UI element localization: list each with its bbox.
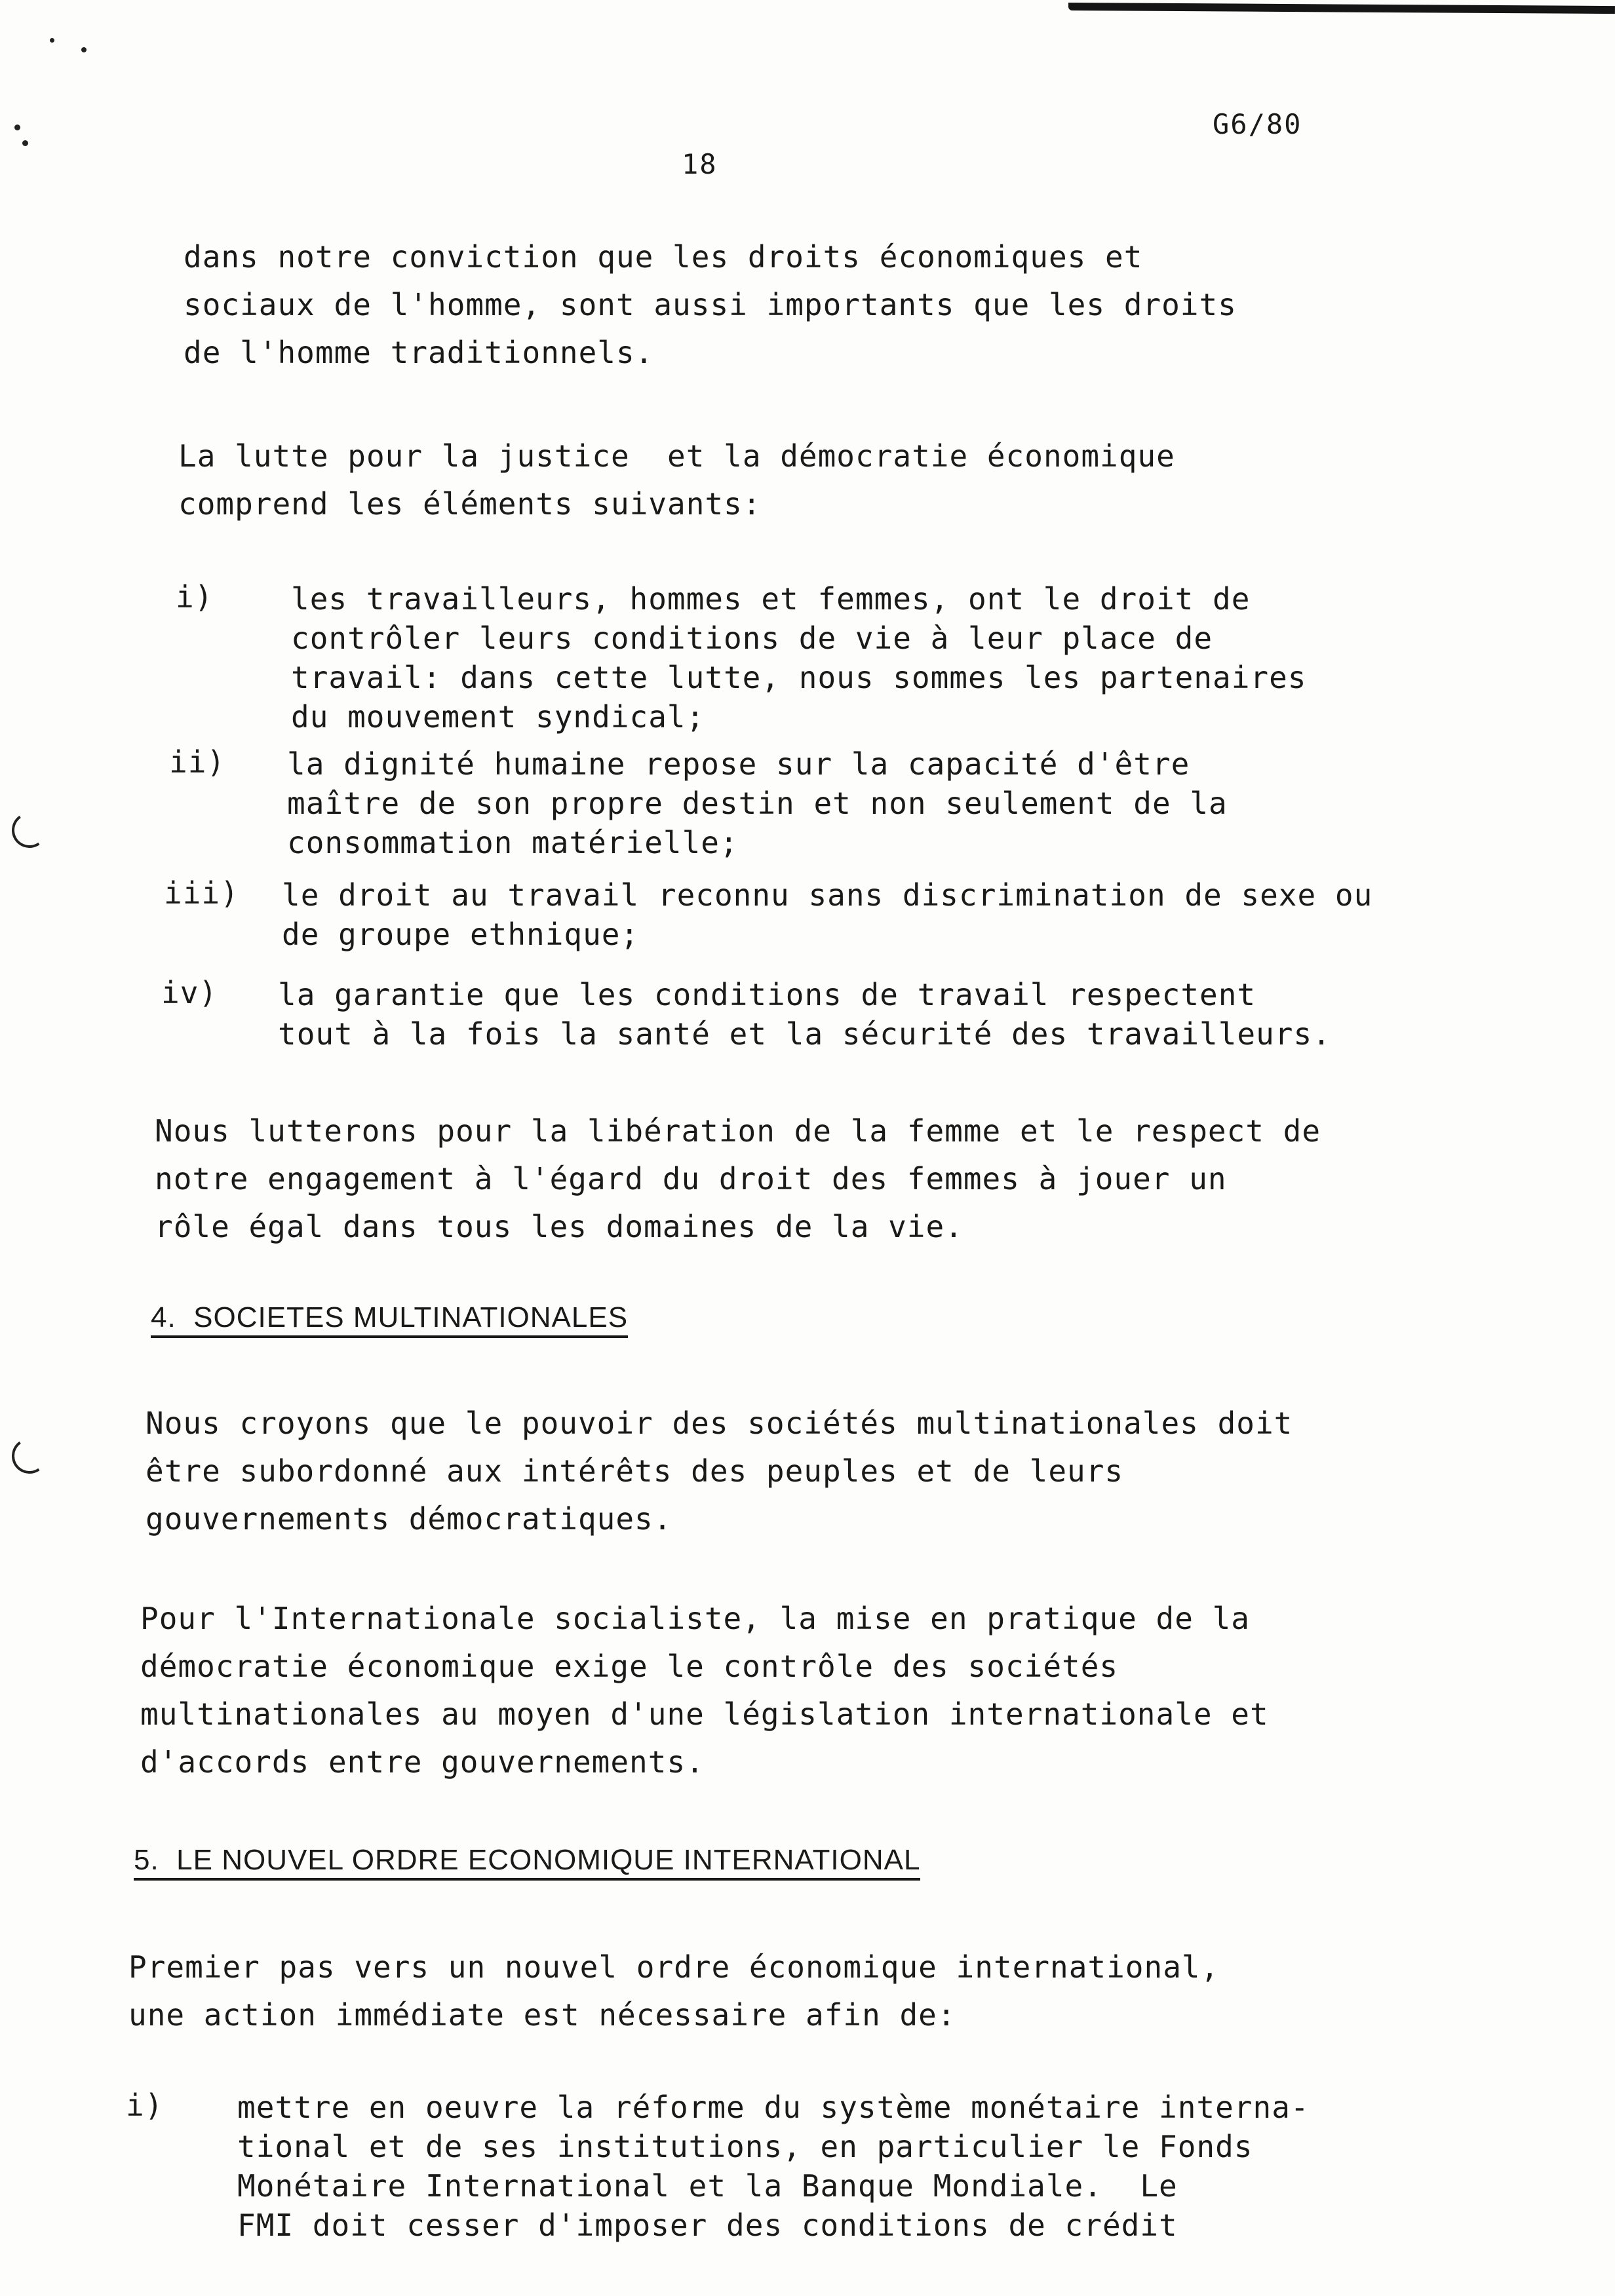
list-marker: iv) [161,975,218,1010]
text-line: notre engagement à l'égard du droit des femmes à jouer un [155,1161,1227,1196]
paragraph-4 [146,1400,1293,1543]
page-number: 18 [682,148,718,180]
list-marker: ii) [169,744,226,780]
paragraph-6 [128,1943,1219,2039]
text-line: travail: dans cette lutte, nous sommes les partenaires [291,660,1307,695]
list-marker: i) [126,2088,164,2123]
text-line: la dignité humaine repose sur la capacité d'être [287,746,1190,782]
document-reference: G6/80 [1213,108,1302,140]
text-line: dans notre conviction que les droits économiques et [184,239,1143,275]
text-line: Nous lutterons pour la libération de la femme et le respect de [155,1113,1321,1149]
text-line: la garantie que les conditions de travail respectent [278,977,1256,1012]
text-line: contrôler leurs conditions de vie à leur place de [291,621,1213,656]
scan-speck [22,140,28,146]
text-line: sociaux de l'homme, sont aussi importants que les droits [184,287,1237,322]
section-heading-4: 4. SOCIETES MULTINATIONALES [151,1301,628,1338]
top-edge-rule [1068,3,1615,14]
scan-speck [50,38,54,43]
text-line: de groupe ethnique; [282,917,640,952]
text-line: tional et de ses institutions, en particulier le Fonds [237,2129,1253,2164]
text-line: une action immédiate est nécessaire afin de: [128,1997,956,2033]
text-line: Premier pas vers un nouvel ordre économique international, [128,1949,1220,1985]
scan-speck [81,47,87,52]
text-line: comprend les éléments suivants: [178,486,762,522]
text-line: d'accords entre gouvernements. [140,1744,705,1780]
paragraph-1 [184,233,1237,377]
text-line: Monétaire International et la Banque Mondiale. Le [237,2168,1178,2204]
list-marker: iii) [164,875,239,911]
text-line: gouvernements démocratiques. [146,1501,672,1537]
text-line: Pour l'Internationale socialiste, la mise en pratique de la [140,1601,1250,1636]
text-line: consommation matérielle; [287,825,739,860]
punch-hole-mark [9,1436,50,1477]
text-line: maître de son propre destin et non seulement de la [287,786,1228,821]
text-line: La lutte pour la justice et la démocratie économique [178,438,1175,474]
punch-hole-mark [9,810,50,851]
scan-speck [14,124,20,130]
section-heading-5: 5. LE NOUVEL ORDRE ECONOMIQUE INTERNATIONAL [134,1844,920,1881]
list-marker: i) [176,579,214,615]
text-line: du mouvement syndical; [291,699,705,735]
text-line: de l'homme traditionnels. [184,335,654,370]
paragraph-5 [140,1595,1269,1786]
text-line: être subordonné aux intérêts des peuples et de leurs [146,1453,1124,1489]
text-line: le droit au travail reconnu sans discrimination de sexe ou [282,877,1373,913]
text-line: FMI doit cesser d'imposer des conditions de crédit [237,2208,1178,2243]
paragraph-3 [155,1107,1321,1251]
text-line: multinationales au moyen d'une législation internationale et [140,1696,1269,1732]
paragraph-2 [178,432,1175,528]
text-line: tout à la fois la santé et la sécurité des travailleurs. [278,1016,1331,1052]
text-line: Nous croyons que le pouvoir des sociétés multinationales doit [146,1406,1293,1441]
text-line: les travailleurs, hommes et femmes, ont le droit de [291,581,1251,617]
text-line: démocratie économique exige le contrôle des sociétés [140,1649,1119,1684]
text-line: rôle égal dans tous les domaines de la vie. [155,1209,963,1244]
text-line: mettre en oeuvre la réforme du système monétaire interna- [237,2090,1310,2125]
